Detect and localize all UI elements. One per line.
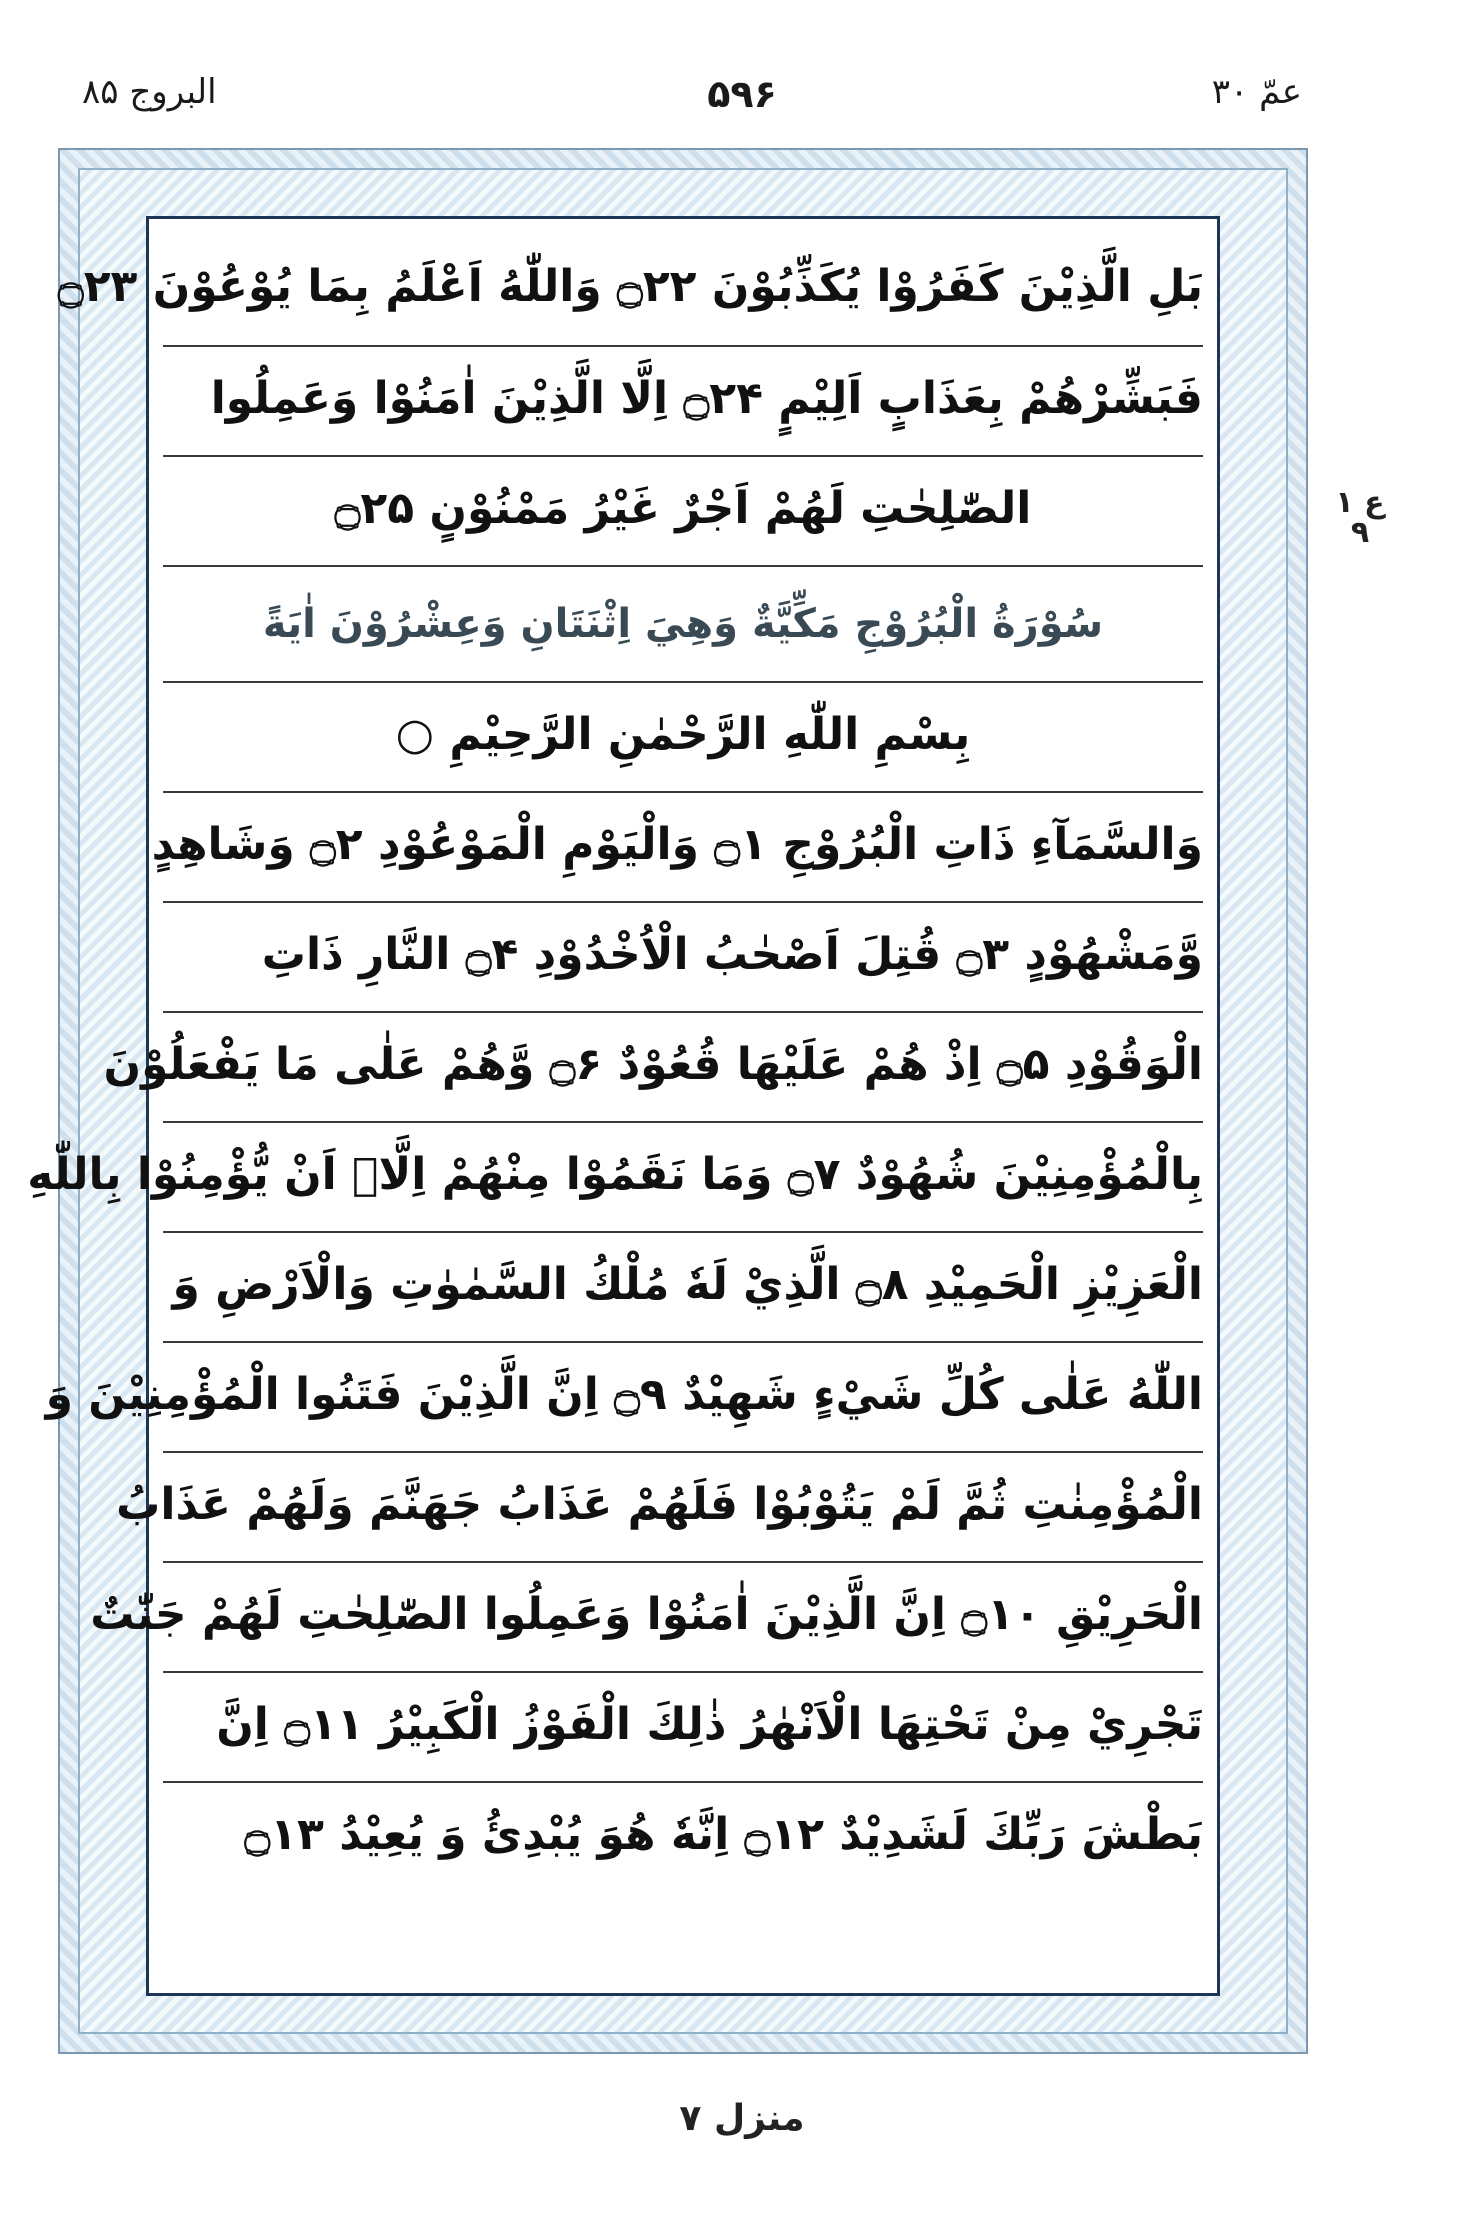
quran-text-area bbox=[27, 216, 1220, 1996]
manzil-footer: منزل ۷ bbox=[679, 2098, 805, 2139]
juz-name-header: عمّ ۳۰ bbox=[1211, 72, 1302, 112]
verse-line-3: الصّٰلِحٰتِ لَهُمْ اَجْرٌ غَيْرُ مَمْنُوْنٍ ۝۲۵ bbox=[334, 483, 1032, 534]
verse-line-9: الْعَزِيْزِ الْحَمِيْدِ ۝۸ الَّذِيْ لَهٗ مُلْكُ السَّمٰوٰتِ وَالْاَرْضِ وَ bbox=[172, 1259, 1203, 1310]
verse-line-8: بِالْمُؤْمِنِيْنَ شُهُوْدٌ ۝۷ وَمَا نَقَمُوْا مِنْهُمْ اِلَّاۤ اَنْ يُّؤْمِنُوْا بِاللّٰهِ bbox=[27, 1149, 1203, 1200]
verse-line-1: بَلِ الَّذِيْنَ كَفَرُوْا يُكَذِّبُوْنَ ۝۲۲ وَاللّٰهُ اَعْلَمُ بِمَا يُوْعُوْنَ ۝۲۳ bbox=[57, 261, 1203, 312]
line-separator bbox=[163, 1341, 1203, 1343]
verse-line-2: فَبَشِّرْهُمْ بِعَذَابٍ اَلِيْمٍ ۝۲۴ اِلَّا الَّذِيْنَ اٰمَنُوْا وَعَمِلُوا bbox=[210, 373, 1203, 424]
line-separator bbox=[163, 681, 1203, 683]
line-separator bbox=[163, 1781, 1203, 1783]
page-header bbox=[0, 72, 1484, 142]
line-separator bbox=[163, 1451, 1203, 1453]
line-separator bbox=[163, 565, 1203, 567]
line-separator bbox=[163, 791, 1203, 793]
surah-name-header: البروج ۸۵ bbox=[82, 72, 217, 112]
verse-line-7: الْوَقُوْدِ ۝۵ اِذْ هُمْ عَلَيْهَا قُعُوْدٌ ۝۶ وَّهُمْ عَلٰى مَا يَفْعَلُوْنَ bbox=[103, 1039, 1203, 1090]
line-separator bbox=[163, 1561, 1203, 1563]
verse-line-5: وَالسَّمَآءِ ذَاتِ الْبُرُوْجِ ۝۱ وَالْيَوْمِ الْمَوْعُوْدِ ۝۲ وَشَاهِدٍ bbox=[151, 819, 1203, 870]
verse-line-12: الْحَرِيْقِ ۝۱۰ اِنَّ الَّذِيْنَ اٰمَنُوْا وَعَمِلُوا الصّٰلِحٰتِ لَهُمْ جَنّٰتٌ bbox=[90, 1589, 1203, 1640]
line-separator bbox=[163, 1011, 1203, 1013]
line-separator bbox=[163, 1671, 1203, 1673]
verse-line-10: اللّٰهُ عَلٰى كُلِّ شَيْءٍ شَهِيْدٌ ۝۹ اِنَّ الَّذِيْنَ فَتَنُوا الْمُؤْمِنِيْنَ وَ bbox=[45, 1369, 1203, 1420]
verse-line-14: بَطْشَ رَبِّكَ لَشَدِيْدٌ ۝۱۲ اِنَّهٗ هُوَ يُبْدِئُ وَ يُعِيْدُ ۝۱۳ bbox=[244, 1809, 1203, 1860]
line-separator bbox=[163, 455, 1203, 457]
decorative-frame bbox=[27, 148, 1308, 2054]
verse-line-13: تَجْرِيْ مِنْ تَحْتِهَا الْاَنْهٰرُ ذٰلِكَ الْفَوْزُ الْكَبِيْرُ ۝۱۱ اِنَّ bbox=[216, 1699, 1203, 1750]
line-separator bbox=[163, 345, 1203, 347]
bismillah-line: بِسْمِ اللّٰهِ الرَّحْمٰنِ الرَّحِيْمِ ○ bbox=[395, 709, 971, 760]
ruku-margin-marker: ع ۱ ۹ bbox=[1335, 485, 1385, 550]
verse-line-6: وَّمَشْهُوْدٍ ۝۳ قُتِلَ اَصْحٰبُ الْاُخْدُوْدِ ۝۴ النَّارِ ذَاتِ bbox=[261, 929, 1203, 980]
line-separator bbox=[163, 1231, 1203, 1233]
page-number: ۵۹۶ bbox=[707, 72, 777, 116]
surah-title-banner: سُوْرَةُ الْبُرُوْجِ مَكِّيَّةٌ وَهِيَ اِثْنَتَانِ وَعِشْرُوْنَ اٰيَةً bbox=[262, 601, 1104, 647]
verse-line-11: الْمُؤْمِنٰتِ ثُمَّ لَمْ يَتُوْبُوْا فَلَهُمْ عَذَابُ جَهَنَّمَ وَلَهُمْ عَذَابُ bbox=[116, 1479, 1203, 1530]
line-separator bbox=[163, 901, 1203, 903]
line-separator bbox=[163, 1121, 1203, 1123]
